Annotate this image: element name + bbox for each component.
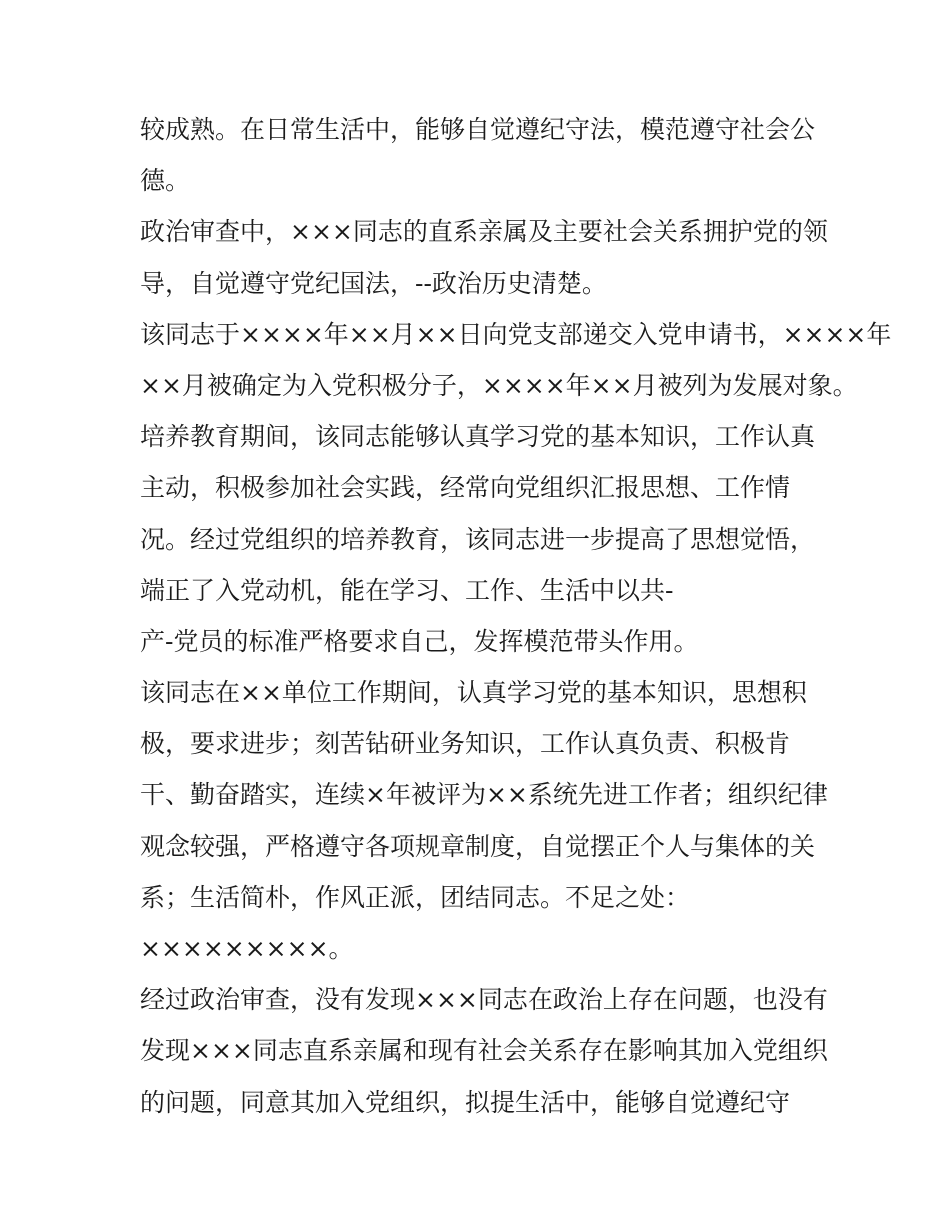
text-line: 况。经过党组织的培养教育，该同志进一步提高了思想觉悟， [140, 524, 816, 554]
text-line: 经过政治审查，没有发现×××同志在政治上存在问题，也没有 [140, 985, 828, 1015]
text-line: 观念较强，严格遵守各项规章制度，自觉摆正个人与集体的关 [140, 831, 816, 861]
text-line: ××月被确定为入党积极分子，××××年××月被列为发展对象。 [140, 370, 858, 400]
text-line: ×××××××××。 [140, 934, 354, 963]
text-line: 主动，积极参加社会实践，经常向党组织汇报思想、工作情 [140, 473, 791, 503]
text-line: 发现×××同志直系亲属和现有社会关系存在影响其加入党组织 [140, 1036, 828, 1066]
text-line: 该同志于××××年××月××日向党支部递交入党申请书，××××年 [140, 319, 892, 349]
text-line: 极，要求进步；刻苦钻研业务知识，工作认真负责、积极肯 [140, 729, 791, 759]
text-line: 端正了入党动机，能在学习、工作、生活中以共- [140, 575, 674, 605]
text-line: 德。 [140, 166, 191, 196]
text-line: 政治审查中，×××同志的直系亲属及主要社会关系拥护党的领 [140, 217, 828, 247]
text-line: 较成熟。在日常生活中，能够自觉遵纪守法，模范遵守社会公 [140, 115, 816, 144]
text-line: 培养教育期间，该同志能够认真学习党的基本知识，工作认真 [140, 422, 816, 452]
text-line: 该同志在××单位工作期间，认真学习党的基本知识，思想积 [140, 678, 807, 708]
text-line: 的问题，同意其加入党组织，拟提生活中，能够自觉遵纪守 [140, 1087, 791, 1117]
text-line: 产-党员的标准严格要求自己，发挥模范带头作用。 [140, 626, 699, 656]
text-line: 干、勤奋踏实，连续×年被评为××系统先进工作者；组织纪律 [140, 780, 828, 810]
text-line: 系；生活简朴，作风正派，团结同志。不足之处： [140, 882, 691, 912]
text-line: 导，自觉遵守党纪国法，--政治历史清楚。 [140, 268, 607, 298]
document-body [140, 104, 892, 1128]
